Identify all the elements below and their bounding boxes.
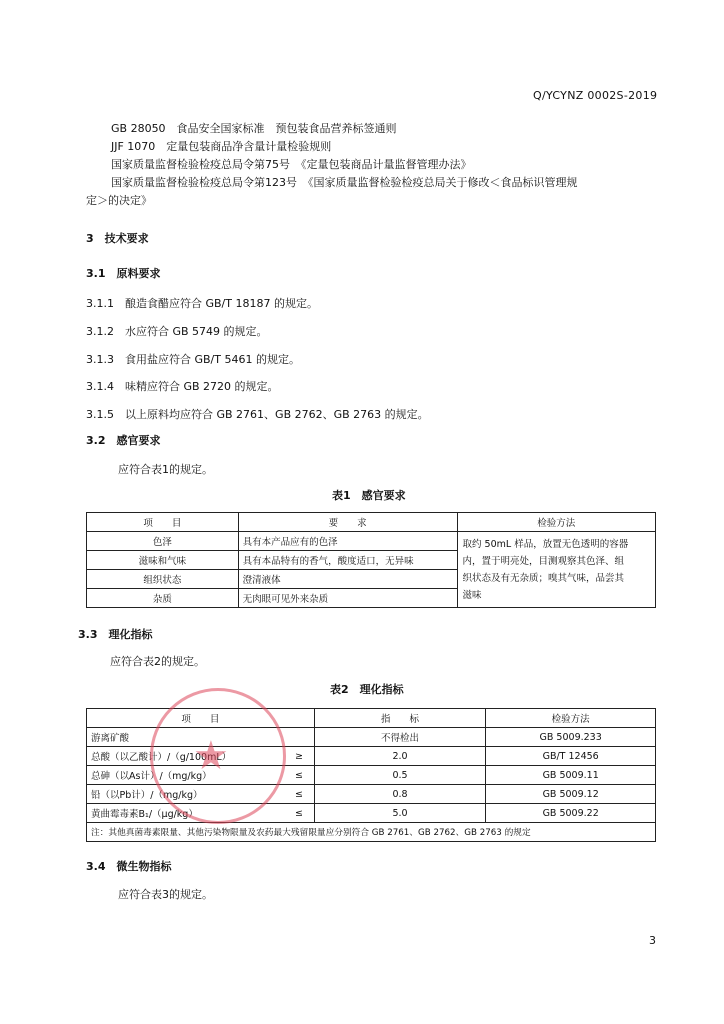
table2-caption: 表2 理化指标 [330, 683, 404, 696]
comparison-sign: ≥ [284, 747, 314, 766]
star-icon: ★ [193, 733, 229, 779]
comparison-sign: ≤ [284, 785, 314, 804]
table-cell: 铅（以Pb计）/（mg/kg） [87, 785, 285, 804]
table-header: 指 标 [314, 709, 486, 728]
table1-caption: 表1 感官要求 [332, 489, 406, 502]
table-cell: 滋味和气味 [87, 551, 239, 570]
table-cell: GB 5009.233 [486, 728, 656, 747]
reference-line: 国家质量监督检验检疫总局令第75号 《定量包装商品计量监督管理办法》 [111, 158, 472, 171]
table-cell: 具有本产品应有的色泽 [238, 532, 457, 551]
table-cell: GB 5009.12 [486, 785, 656, 804]
reference-line: JJF 1070 定量包装商品净含量计量检验规则 [111, 140, 332, 153]
table-cell: 杂质 [87, 589, 239, 608]
table-cell: GB/T 12456 [486, 747, 656, 766]
table-cell: 组织状态 [87, 570, 239, 589]
table-cell: 0.8 [314, 785, 486, 804]
table-cell: 不得检出 [314, 728, 486, 747]
section-heading: 3.4 微生物指标 [86, 860, 172, 873]
reference-line: GB 28050 食品安全国家标准 预包装食品营养标签通则 [111, 122, 397, 135]
table-cell: 具有本品特有的香气，酸度适口，无异味 [238, 551, 457, 570]
method-line: 织状态及有无杂质；嗅其气味，品尝其 [462, 572, 625, 584]
table-note: 注：其他真菌毒素限量、其他污染物限量及农药最大残留限量应分别符合 GB 2761、GB 2762、GB 2763 的规定 [87, 823, 656, 842]
table-cell: 色泽 [87, 532, 239, 551]
table-cell: 黄曲霉毒素B₁/（μg/kg） [87, 804, 285, 823]
comparison-sign: ≤ [284, 766, 314, 785]
table-cell: 总砷（以As计）/（mg/kg） [87, 766, 285, 785]
section-heading: 3.3 理化指标 [78, 628, 153, 641]
clause: 3.1.4 味精应符合 GB 2720 的规定。 [86, 380, 279, 393]
table-cell: 5.0 [314, 804, 486, 823]
method-line: 滋味 [462, 589, 482, 601]
table-cell: 无肉眼可见外来杂质 [238, 589, 457, 608]
table-cell: GB 5009.11 [486, 766, 656, 785]
page-number: 3 [649, 934, 656, 947]
clause: 3.1.5 以上原料均应符合 GB 2761、GB 2762、GB 2763 的规定。 [86, 408, 429, 421]
paragraph: 应符合表3的规定。 [118, 888, 213, 901]
reference-line: 定＞的决定》 [86, 194, 152, 207]
table-cell: GB 5009.22 [486, 804, 656, 823]
method-cell [457, 532, 655, 608]
table-header: 要 求 [238, 513, 457, 532]
section-heading: 3.2 感官要求 [86, 434, 161, 447]
table-cell: 澄清液体 [238, 570, 457, 589]
table-cell: 0.5 [314, 766, 486, 785]
method-line: 内，置于明亮处，目测观察其色泽、组 [462, 555, 625, 567]
table-cell: 2.0 [314, 747, 486, 766]
sensory-table [86, 512, 656, 608]
physicochemical-table [86, 708, 656, 842]
paragraph: 应符合表2的规定。 [110, 655, 205, 668]
section-heading: 3 技术要求 [86, 232, 149, 245]
document-code: Q/YCYNZ 0002S-2019 [533, 89, 658, 102]
section-heading: 3.1 原料要求 [86, 267, 161, 280]
table-cell: 总酸（以乙酸计）/（g/100mL） [87, 747, 285, 766]
reference-line: 国家质量监督检验检疫总局令第123号 《国家质量监督检验检疫总局关于修改＜食品标识管理规 [111, 176, 578, 189]
table-header: 项 目 [87, 709, 315, 728]
paragraph: 应符合表1的规定。 [118, 463, 213, 476]
comparison-sign: ≤ [284, 804, 314, 823]
clause: 3.1.3 食用盐应符合 GB/T 5461 的规定。 [86, 353, 300, 366]
table-header: 项 目 [87, 513, 239, 532]
clause: 3.1.1 酿造食醋应符合 GB/T 18187 的规定。 [86, 297, 318, 310]
table-header: 检验方法 [486, 709, 656, 728]
clause: 3.1.2 水应符合 GB 5749 的规定。 [86, 325, 268, 338]
table-cell: 游离矿酸 [87, 728, 315, 747]
method-line: 取约 50mL 样品，放置无色透明的容器 [462, 538, 629, 550]
table-header: 检验方法 [457, 513, 655, 532]
